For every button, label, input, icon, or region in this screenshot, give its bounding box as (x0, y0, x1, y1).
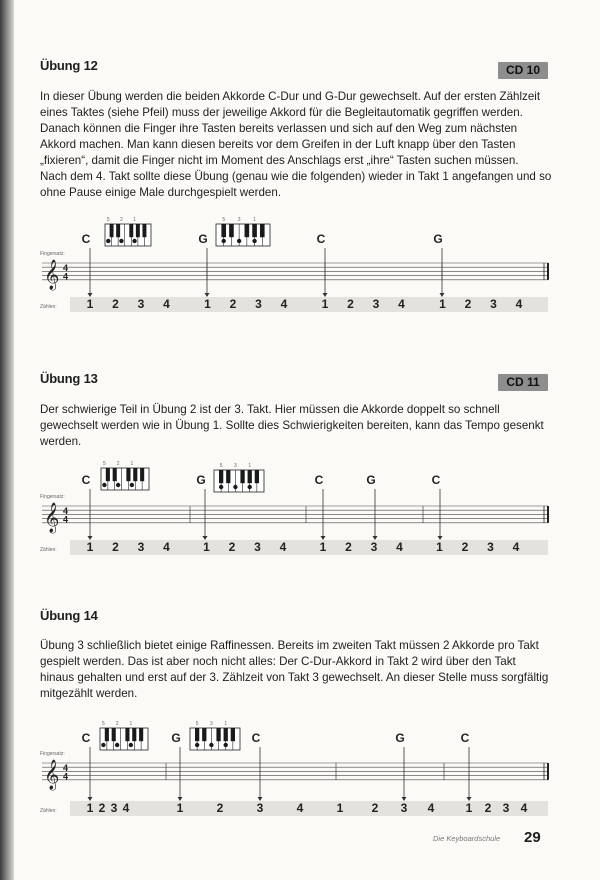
time-signature-top: 4 (63, 506, 69, 516)
count-number: 3 (490, 297, 497, 311)
count-number: 1 (319, 540, 327, 554)
count-number: 1 (321, 297, 329, 311)
count-number: 2 (461, 540, 469, 554)
chord-symbol: G (395, 731, 405, 745)
black-key (133, 468, 137, 481)
black-key (140, 468, 144, 481)
count-number: 3 (110, 801, 118, 815)
pressed-key-dot (106, 239, 110, 243)
time-signature-top: 4 (63, 763, 69, 773)
count-number: 1 (203, 540, 210, 554)
treble-clef: 𝄞 (44, 502, 60, 533)
finger-number: 3 (210, 721, 213, 727)
black-key (255, 470, 259, 483)
finger-number: 5 (222, 217, 226, 223)
count-number: 3 (370, 540, 378, 554)
count-number: 4 (520, 801, 528, 815)
pressed-key-dot (248, 485, 252, 489)
count-number: 1 (86, 801, 94, 815)
fingersatz-label: Fingersatz: (40, 494, 65, 500)
chord-symbol: C (431, 473, 441, 487)
exercise-14-system (0, 712, 600, 832)
black-key (110, 224, 114, 237)
count-number: 1 (336, 801, 344, 815)
black-key (105, 728, 109, 741)
count-number: 4 (427, 801, 435, 815)
count-number: 2 (464, 297, 472, 311)
count-number: 1 (439, 297, 446, 311)
count-number: 2 (98, 801, 106, 815)
black-key (126, 468, 130, 481)
pressed-key-dot (129, 743, 133, 747)
exercise-13-cd-badge: CD 11 (498, 374, 548, 391)
black-key (229, 224, 234, 237)
black-key (245, 224, 250, 237)
pressed-key-dot (237, 239, 241, 243)
exercise-12-cd-badge: CD 10 (498, 62, 548, 79)
finger-number: 5 (219, 463, 223, 469)
finger-number: 1 (248, 463, 252, 469)
finger-number: 2 (115, 721, 119, 727)
chord-symbol: G (198, 232, 208, 246)
time-signature-bottom: 4 (63, 271, 69, 282)
count-number: 4 (396, 540, 403, 554)
count-number: 4 (280, 297, 288, 311)
count-number: 1 (436, 540, 443, 554)
chord-symbol: C (316, 232, 326, 246)
finger-number: 5 (102, 721, 105, 727)
chord-symbol: G (196, 473, 206, 487)
chord-symbol: G (171, 731, 181, 745)
pressed-key-dot (222, 239, 226, 243)
count-number: 2 (345, 540, 352, 554)
treble-clef: 𝄞 (44, 759, 60, 790)
black-key (216, 728, 220, 741)
exercise-12-paragraph-2: Nach dem 4. Takt sollte diese Übung (genau wie die folgenden) wieder in Takt 1 angefangen und so ohne Pause einige Male durchgespielt werden. (40, 170, 552, 199)
exercise-12-text (40, 89, 552, 201)
finger-number: 3 (234, 463, 237, 469)
count-number: 4 (296, 801, 304, 815)
count-number: 4 (163, 297, 170, 311)
black-key (132, 728, 136, 741)
chord-diagram-2 (190, 721, 240, 750)
chord-diagram-1 (100, 721, 148, 750)
count-number: 2 (112, 297, 119, 311)
exercise-13-title: Übung 13 (40, 371, 98, 386)
zaehlen-label: Zählen: (40, 808, 57, 814)
black-key (139, 728, 143, 741)
finger-number: 5 (195, 721, 199, 727)
black-key (125, 728, 129, 741)
chord-symbol: C (81, 232, 91, 246)
black-key (248, 470, 252, 483)
count-number: 3 (255, 297, 262, 311)
chord-diagram-1 (105, 217, 151, 246)
pressed-key-dot (252, 239, 256, 243)
chord-symbol: C (81, 473, 91, 487)
chord-diagram-2 (214, 463, 264, 492)
chord-symbol: G (433, 232, 443, 246)
count-number: 3 (256, 801, 264, 815)
exercise-12-paragraph-1: In dieser Übung werden die beiden Akkorde C-Dur und G-Dur gewechselt. Auf der ersten Zählzeit eines Taktes (siehe Pfeil) muss der jeweilige Akkord für die Begleitautomatik gegriffen werden. Danach können die Finger ihre Tasten bereits verlassen und sich auf den Weg zum nächsten Akkord machen. Man kann diesen bereits vor dem Greifen in der Luft knapp über den Tasten „fixieren“, damit die Finger nicht im Moment des Anschlags erst „ihre“ Tasten suchen müssen. (40, 90, 541, 167)
pressed-key-dot (219, 485, 223, 489)
exercise-13-system (0, 450, 600, 570)
count-number: 3 (400, 801, 408, 815)
zaehlen-label: Zählen: (40, 304, 57, 310)
count-number: 1 (204, 297, 211, 311)
exercise-13-text (40, 402, 552, 450)
count-number: 1 (176, 801, 184, 815)
count-number: 3 (502, 801, 510, 815)
pressed-key-dot (130, 483, 134, 487)
count-number: 4 (512, 540, 520, 554)
exercise-14-notation (0, 712, 600, 832)
chord-diagram-1 (101, 461, 149, 490)
fingersatz-label: Fingersatz: (40, 751, 65, 757)
count-number: 3 (137, 297, 145, 311)
fingersatz-label: Fingersatz: (40, 251, 65, 257)
finger-number: 2 (120, 217, 123, 223)
finger-number: 5 (103, 461, 106, 467)
black-key (231, 728, 235, 741)
count-number: 2 (228, 540, 236, 554)
pressed-key-dot (115, 743, 119, 747)
time-signature-top: 4 (63, 263, 69, 273)
count-number: 2 (484, 801, 492, 815)
black-key (136, 224, 140, 237)
count-number: 4 (163, 540, 170, 554)
black-key (252, 224, 257, 237)
count-number: 2 (229, 297, 237, 311)
count-number: 1 (86, 540, 94, 554)
count-number: 2 (347, 297, 354, 311)
exercise-14-text (40, 638, 552, 702)
count-number: 3 (254, 540, 261, 554)
time-signature-bottom: 4 (63, 771, 69, 782)
footer-label: Die Keyboardschule (433, 834, 501, 843)
black-key (116, 224, 120, 237)
chord-symbol: C (460, 731, 470, 745)
chord-symbol: C (251, 731, 261, 745)
count-number: 1 (86, 297, 94, 311)
exercise-12-notation (0, 208, 600, 328)
count-number: 3 (137, 540, 145, 554)
black-key (219, 470, 223, 483)
chord-symbol: G (366, 473, 376, 487)
page-number: 29 (524, 829, 541, 846)
finger-number: 2 (116, 461, 120, 467)
black-key (129, 224, 133, 237)
treble-clef: 𝄞 (44, 259, 60, 290)
count-number: 2 (112, 540, 119, 554)
black-key (240, 470, 244, 483)
finger-number: 3 (237, 217, 241, 223)
pressed-key-dot (119, 239, 123, 243)
black-key (226, 470, 230, 483)
count-number: 2 (216, 801, 224, 815)
count-number: 4 (279, 540, 287, 554)
pressed-key-dot (224, 743, 228, 747)
chord-symbol: C (314, 473, 324, 487)
count-number: 3 (487, 540, 494, 554)
black-key (112, 728, 116, 741)
count-number: 2 (371, 801, 379, 815)
black-key (113, 468, 117, 481)
exercise-12-title: Übung 12 (40, 58, 98, 73)
pressed-key-dot (209, 743, 213, 747)
count-number: 1 (465, 801, 473, 815)
zaehlen-label: Zählen: (40, 547, 57, 553)
black-key (224, 728, 228, 741)
count-number: 3 (372, 297, 380, 311)
pressed-key-dot (116, 483, 120, 487)
black-key (106, 468, 110, 481)
exercise-13-notation (0, 450, 600, 570)
finger-number: 5 (106, 217, 110, 223)
black-key (221, 224, 226, 237)
exercise-12-system (0, 208, 600, 328)
chord-diagram-2 (216, 217, 270, 246)
finger-number: 1 (130, 461, 134, 467)
pressed-key-dot (101, 743, 105, 747)
finger-number: 1 (224, 721, 228, 727)
black-key (260, 224, 265, 237)
finger-number: 1 (129, 721, 133, 727)
exercise-13-paragraph-1: Der schwierige Teil in Übung 2 ist der 3. Takt. Hier müssen die Akkorde doppelt so schnell gewechselt werden wie in Übung 1. Sollte dies Schwierigkeiten bereiten, kann das Tempo gesenkt werden. (40, 403, 544, 448)
pressed-key-dot (102, 483, 106, 487)
chord-symbol: C (81, 731, 91, 745)
count-strip (70, 801, 548, 816)
count-number: 4 (398, 297, 405, 311)
finger-number: 1 (133, 217, 136, 223)
exercise-14-paragraph-1: Übung 3 schließlich bietet einige Raffinessen. Bereits im zweiten Takt müssen 2 Akkorde pro Takt gespielt werden. Das ist aber noch nicht alles: Der C-Dur-Akkord in Takt 2 wird über den Takt hinaus gehalten und erst auf der 3. Zählzeit von Takt 3 gewechselt. An dieser Stelle muss sorgfältig mitgezählt werden. (40, 639, 549, 700)
black-key (202, 728, 206, 741)
count-number: 4 (515, 297, 523, 311)
pressed-key-dot (195, 743, 199, 747)
black-key (142, 224, 146, 237)
pressed-key-dot (233, 485, 237, 489)
finger-number: 1 (253, 217, 256, 223)
exercise-14-title: Übung 14 (40, 608, 98, 623)
time-signature-bottom: 4 (63, 514, 69, 525)
black-key (195, 728, 199, 741)
count-number: 4 (122, 801, 130, 815)
pressed-key-dot (132, 239, 136, 243)
